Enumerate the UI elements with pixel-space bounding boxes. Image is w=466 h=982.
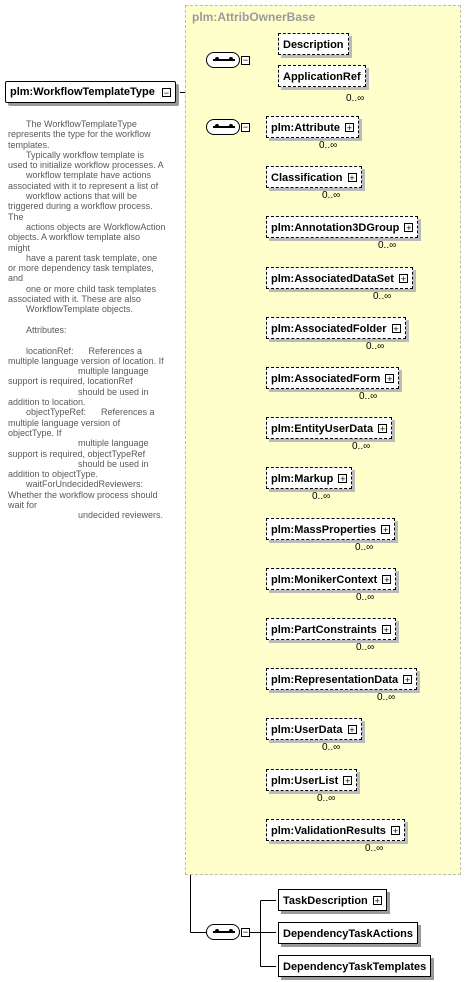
- documentation-line: undecided reviewers.: [78, 510, 164, 521]
- element-task-description[interactable]: [278, 889, 387, 911]
- cardinality-label: 0..∞: [322, 742, 341, 753]
- element-label: Description: [283, 39, 344, 51]
- element-associated-folder[interactable]: [266, 317, 406, 339]
- documentation-line: might: [8, 242, 31, 253]
- documentation-line: support is required, locationRef: [8, 376, 133, 387]
- expand-icon[interactable]: +: [387, 374, 393, 384]
- element-classification[interactable]: [266, 166, 362, 188]
- element-label: plm:AssociatedFolder: [271, 323, 387, 335]
- documentation-line: associated with it to represent a list of: [8, 180, 159, 191]
- element-dependency-task-templates[interactable]: [278, 955, 431, 977]
- element-associated-form[interactable]: [266, 367, 399, 389]
- element-user-data[interactable]: [266, 718, 362, 740]
- collapse-icon[interactable]: −: [242, 122, 249, 132]
- cardinality-label: 0..∞: [366, 341, 385, 352]
- element-label: plm:MassProperties: [271, 524, 377, 536]
- element-user-list[interactable]: [266, 769, 357, 791]
- element-label: DependencyTaskActions: [283, 928, 414, 940]
- cardinality-label: 0..∞: [346, 93, 365, 104]
- expand-icon[interactable]: +: [340, 474, 346, 484]
- root-label: plm:WorkflowTemplateType: [10, 86, 155, 98]
- element-part-constraints[interactable]: [266, 618, 396, 640]
- base-group-title: plm:AttribOwnerBase: [192, 10, 316, 24]
- documentation-line: and: [8, 273, 24, 284]
- expand-icon[interactable]: +: [400, 274, 406, 284]
- element-application-ref[interactable]: [278, 65, 366, 87]
- element-attribute[interactable]: [266, 116, 359, 138]
- element-label: plm:RepresentationData: [271, 674, 399, 686]
- expand-icon[interactable]: +: [374, 896, 380, 906]
- element-label: plm:UserList: [271, 775, 339, 787]
- element-label: plm:Attribute: [271, 122, 341, 134]
- expand-icon[interactable]: +: [392, 826, 399, 836]
- documentation-line: Attributes:: [26, 324, 67, 335]
- collapse-icon[interactable]: −: [242, 927, 249, 937]
- documentation-line: workflow actions that will be: [26, 191, 138, 202]
- sequence-compositor-1: [206, 52, 240, 68]
- cardinality-label: 0..∞: [317, 793, 336, 804]
- documentation-line: should be used in: [78, 458, 149, 469]
- element-label: plm:Annotation3DGroup: [271, 222, 400, 234]
- documentation-line: objects. A workflow template also: [8, 232, 141, 243]
- documentation-line: actions objects are WorkflowAction: [26, 221, 166, 232]
- documentation-line: addition to objectType.: [8, 469, 99, 480]
- root-element[interactable]: [5, 81, 176, 103]
- documentation-line: wait for: [8, 499, 38, 510]
- expand-icon[interactable]: +: [349, 173, 355, 183]
- cardinality-label: 0..∞: [312, 491, 331, 502]
- element-moniker-context[interactable]: [266, 568, 396, 590]
- cardinality-label: 0..∞: [365, 843, 384, 854]
- element-label: plm:AssociatedDataSet: [271, 273, 394, 285]
- documentation-line: addition to location.: [8, 397, 86, 408]
- documentation-line: The WorkflowTemplateType: [26, 119, 137, 129]
- documentation-line: workflow template have actions: [26, 170, 152, 181]
- documentation-line: [8, 315, 174, 325]
- element-markup[interactable]: [266, 467, 352, 489]
- documentation-line: Whether the workflow process should: [8, 489, 158, 500]
- element-label: DependencyTaskTemplates: [283, 961, 427, 973]
- cardinality-label: 0..∞: [355, 542, 374, 553]
- collapse-icon[interactable]: −: [163, 88, 169, 98]
- element-label: plm:AssociatedForm: [271, 373, 381, 385]
- documentation-line: The: [8, 211, 24, 222]
- documentation-line: multiple language: [78, 366, 149, 377]
- expand-icon[interactable]: +: [349, 725, 355, 735]
- element-associated-data-set[interactable]: [266, 267, 413, 289]
- documentation-line: templates.: [8, 139, 50, 150]
- documentation-line: [8, 335, 174, 345]
- element-label: Classification: [271, 172, 343, 184]
- element-mass-properties[interactable]: [266, 518, 395, 540]
- expand-icon[interactable]: +: [345, 776, 351, 786]
- element-description[interactable]: [278, 33, 349, 55]
- element-validation-results[interactable]: [266, 819, 405, 841]
- documentation-line: locationRef: References a: [26, 345, 143, 356]
- expand-icon[interactable]: +: [406, 223, 412, 233]
- cardinality-label: 0..∞: [352, 441, 371, 452]
- documentation-line: Typically workflow template is: [26, 149, 145, 160]
- documentation-line: multiple language: [78, 438, 149, 449]
- documentation-line: used to initialize workflow processes. A: [8, 160, 164, 171]
- documentation-line: triggered during a workflow process.: [8, 201, 153, 212]
- cardinality-label: 0..∞: [359, 391, 378, 402]
- documentation-line: one or more child task templates: [26, 283, 157, 294]
- cardinality-label: 0..∞: [319, 140, 338, 151]
- element-label: plm:UserData: [271, 724, 343, 736]
- element-label: plm:EntityUserData: [271, 423, 374, 435]
- element-label: plm:ValidationResults: [271, 825, 386, 837]
- element-label: TaskDescription: [283, 895, 368, 907]
- expand-icon[interactable]: +: [379, 424, 386, 434]
- expand-icon[interactable]: +: [383, 625, 389, 635]
- cardinality-label: 0..∞: [356, 592, 375, 603]
- documentation-line: have a parent task template, one: [26, 252, 158, 263]
- element-representation-data[interactable]: [266, 668, 417, 690]
- element-label: ApplicationRef: [283, 71, 361, 83]
- cardinality-label: 0..∞: [377, 692, 396, 703]
- documentation-line: multiple language version of location. If: [8, 355, 164, 366]
- documentation-line: or more dependency task templates,: [8, 263, 154, 274]
- documentation-line: multiple language version of: [8, 417, 121, 428]
- documentation-line: objectTypeRef: References a: [26, 407, 155, 418]
- documentation-line: objectType. If: [8, 427, 62, 438]
- cardinality-label: 0..∞: [322, 190, 341, 201]
- element-label: plm:PartConstraints: [271, 624, 377, 636]
- cardinality-label: 0..∞: [378, 240, 397, 251]
- expand-icon[interactable]: +: [346, 123, 353, 133]
- sequence-compositor-2: [206, 119, 240, 135]
- documentation-line: associated with it. These are also: [8, 294, 141, 305]
- expand-icon[interactable]: +: [393, 324, 399, 334]
- element-annotation3d-group[interactable]: [266, 216, 418, 238]
- expand-icon[interactable]: +: [384, 575, 390, 585]
- collapse-icon[interactable]: −: [242, 55, 249, 65]
- expand-icon[interactable]: +: [405, 675, 411, 685]
- sequence-compositor-3: [206, 924, 240, 940]
- element-dependency-task-actions[interactable]: [278, 922, 418, 944]
- element-label: plm:Markup: [271, 473, 334, 485]
- element-entity-user-data[interactable]: [266, 417, 392, 439]
- documentation-line: should be used in: [78, 386, 149, 397]
- documentation-line: waitForUndecidedReviewers:: [26, 479, 144, 490]
- expand-icon[interactable]: +: [383, 525, 389, 535]
- cardinality-label: 0..∞: [373, 291, 392, 302]
- documentation-line: WorkflowTemplate objects.: [26, 304, 133, 315]
- documentation-text: [8, 119, 174, 521]
- element-label: plm:MonikerContext: [271, 574, 378, 586]
- documentation-line: support is required, objectTypeRef: [8, 448, 146, 459]
- cardinality-label: 0..∞: [356, 642, 375, 653]
- documentation-line: represents the type for the workflow: [8, 129, 151, 140]
